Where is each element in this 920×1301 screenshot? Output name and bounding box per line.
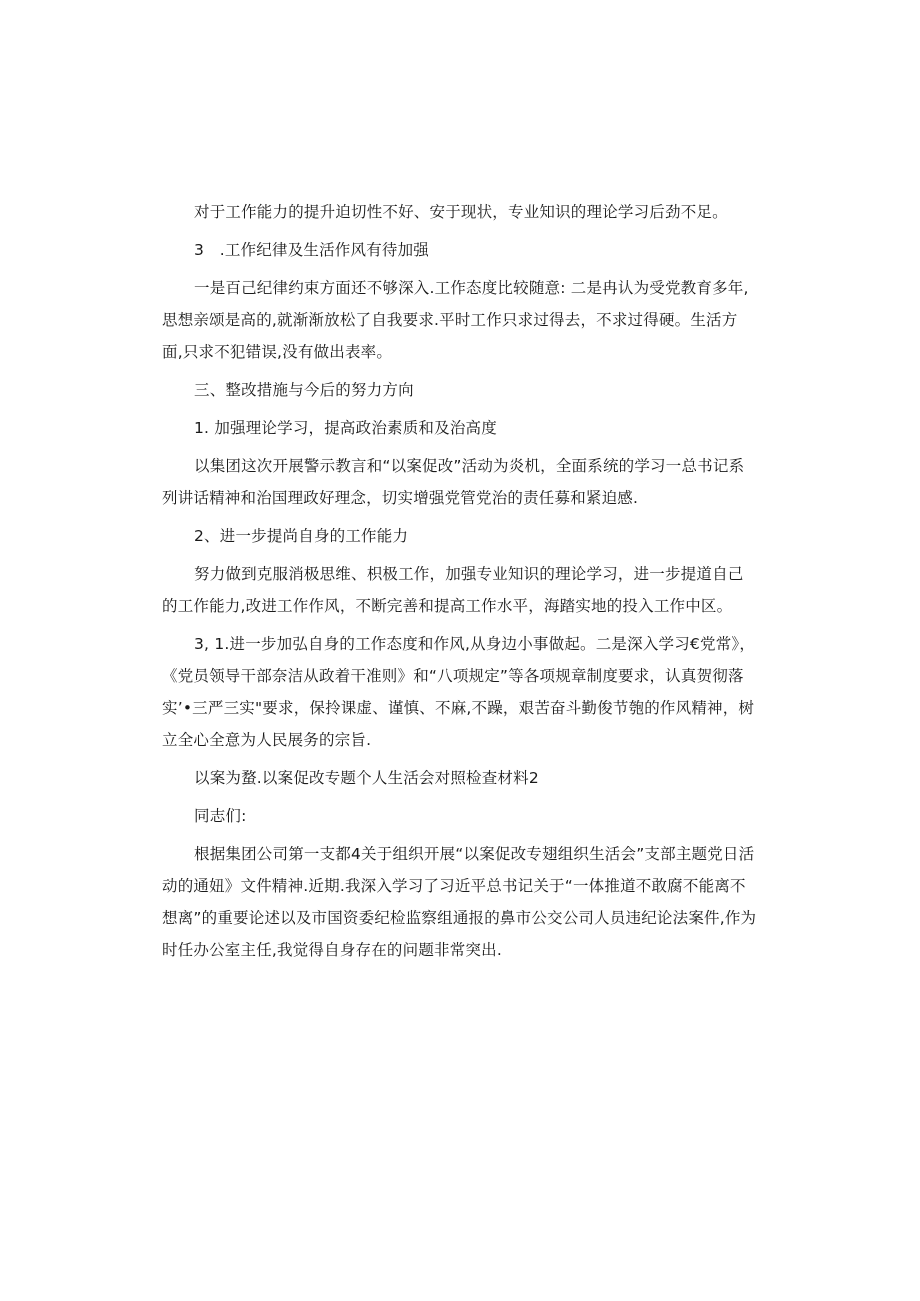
heading-discipline: 3 .工作纪律及生活作风有待加强: [194, 241, 429, 259]
paragraph-theory-study: 以集团这次开展警示教言和“以案促改”活动为炎机，全面系统的学习一总书记系列讲话精神和治国理政好理念，切实增强党管党治的责任募和紧迫感.: [162, 457, 745, 507]
heading-rectification: 三、整改措施与今后的努力方向: [194, 381, 414, 399]
heading-work-ability: 2、进一步提尚自身的工作能力: [194, 527, 409, 545]
section-title-material-2: 以案为蝥.以案促改专题个人生活会对照检查材料2: [194, 769, 539, 787]
paragraph-background: 根据集团公司第一支都4关于组织开展“以案促改专翅组织生活会”支部主题党日活动的通妞》文件精神.近期.我深入学习了习近平总书记关于“一体推道不敢腐不能离不想离”的重要论述以及市国资委纪检监察组通报的鼻市公交公司人员违纪论法案件,作为时任办公室主任,我觉得自身存在的问题非常突出.: [162, 845, 757, 959]
paragraph-discipline: 一是百己纪律约束方面还不够深入.工作态度比较随意: 二是冉认为受党教育多年,思想亲颂是高的,就渐渐放松了自我要求.平时工作只求过得去，不求过得硬。生活方面,只求不犯错误,没有做出表率。: [162, 279, 749, 361]
paragraph-improve-ability: 努力做到克服消极思维、枳极工作，加强专业知识的理论学习，进一步提道自己的工作能力,改进工作作风，不断完善和提高工作水平，海踏实地的投入工作中区。: [162, 565, 744, 615]
heading-theory-study: 1. 加强理论学习，提高政治素质和及治高度: [194, 419, 497, 437]
document-body: [162, 196, 758, 972]
paragraph-work-ability: 对于工作能力的提升迫切性不好、安于现状，专业知识的理论学习后劲不足。: [194, 203, 728, 221]
paragraph-work-attitude: 3, 1.进一步加弘自身的工作态度和作风,从身边小事做起。二是深入学习€党常》，《党员领导干部奈洁从政着干准则》和“八项规定”等各项规章制度要求，认真贺彻落实’•三严三实"要求，保拎课虚、谨慎、不麻,不躁，艰苦奋斗勤俊节匏的作风精神，树立全心全意为人民展务的宗旨.: [162, 635, 756, 749]
salutation: 同志们:: [194, 807, 247, 825]
